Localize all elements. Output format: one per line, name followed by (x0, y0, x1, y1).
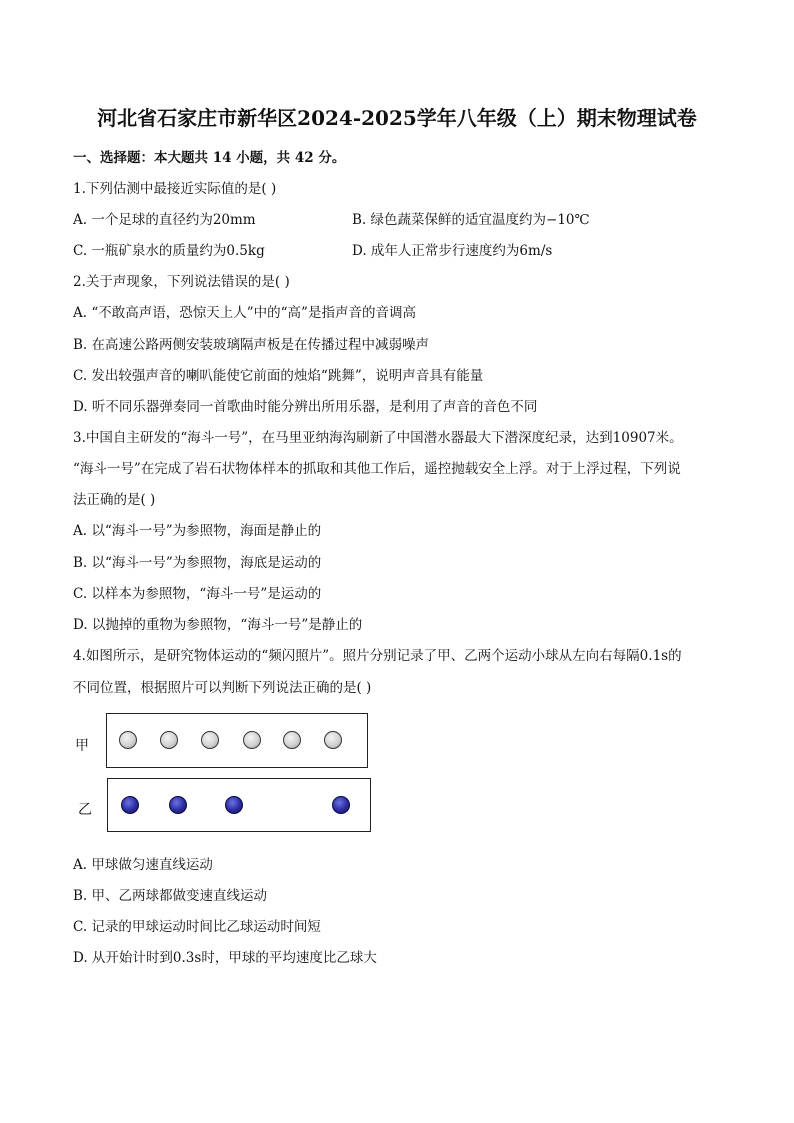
ball-jia-2 (160, 731, 178, 749)
ball-yi-4 (332, 796, 350, 814)
q4-option-d: D. 从开始计时到0.3s时，甲球的平均速度比乙球大 (73, 950, 377, 966)
q2-option-a: A. “不敢高声语，恐惊天上人”中的“高”是指声音的音调高 (73, 305, 416, 321)
q3-option-d: D. 以抛掉的重物为参照物，“海斗一号”是静止的 (73, 617, 363, 633)
q4-option-a: A. 甲球做匀速直线运动 (73, 857, 213, 873)
label-yi: 乙 (78, 802, 92, 818)
q1-option-d: D. 成年人正常步行速度约为6m/s (352, 243, 553, 259)
ball-jia-3 (201, 731, 219, 749)
q4-option-c: C. 记录的甲球运动时间比乙球运动时间短 (73, 919, 321, 935)
q2-option-d: D. 听不同乐器弹奏同一首歌曲时能分辨出所用乐器，是利用了声音的音色不同 (73, 399, 538, 415)
strobe-strip-jia (106, 713, 368, 768)
ball-yi-1 (121, 796, 139, 814)
q1-option-c: C. 一瓶矿泉水的质量约为0.5kg (73, 243, 265, 259)
q4-stem-line2: 不同位置，根据照片可以判断下列说法正确的是( ) (73, 680, 372, 696)
ball-yi-2 (169, 796, 187, 814)
q1-option-a: A. 一个足球的直径约为20mm (73, 212, 256, 228)
section-heading: 一、选择题：本大题共 14 小题，共 42 分。 (73, 150, 346, 166)
q3-stem-line1: 3.中国自主研发的“海斗一号”，在马里亚纳海沟刷新了中国潜水器最大下潜深度纪录，达到10907米。 (73, 430, 683, 446)
q2-stem: 2.关于声现象，下列说法错误的是( ) (73, 274, 290, 290)
q3-option-c: C. 以样本为参照物，“海斗一号”是运动的 (73, 586, 322, 602)
q4-stem-line1: 4.如图所示，是研究物体运动的“频闪照片”。照片分别记录了甲、乙两个运动小球从左向右每隔0.1s的 (73, 648, 682, 664)
strobe-strip-yi (107, 778, 371, 832)
q1-option-b: B. 绿色蔬菜保鲜的适宜温度约为−10℃ (352, 212, 590, 228)
q3-stem-line2: “海斗一号”在完成了岩石状物体样本的抓取和其他工作后，遥控抛载安全上浮。对于上浮过程，下列说 (73, 461, 681, 477)
ball-jia-5 (283, 731, 301, 749)
q1-stem: 1.下列估测中最接近实际值的是( ) (73, 181, 277, 197)
q4-option-b: B. 甲、乙两球都做变速直线运动 (73, 888, 268, 904)
ball-jia-6 (324, 731, 342, 749)
exam-title: 河北省石家庄市新华区2024-2025学年八年级（上）期末物理试卷 (97, 106, 697, 130)
ball-yi-3 (225, 796, 243, 814)
ball-jia-1 (119, 731, 137, 749)
q3-option-b: B. 以“海斗一号”为参照物，海底是运动的 (73, 555, 322, 571)
ball-jia-4 (243, 731, 261, 749)
q2-option-b: B. 在高速公路两侧安装玻璃隔声板是在传播过程中减弱噪声 (73, 337, 430, 353)
q2-option-c: C. 发出较强声音的喇叭能使它前面的烛焰“跳舞”，说明声音具有能量 (73, 368, 484, 384)
q3-stem-line3: 法正确的是( ) (73, 492, 156, 508)
label-jia: 甲 (75, 738, 89, 754)
q3-option-a: A. 以“海斗一号”为参照物，海面是静止的 (73, 523, 322, 539)
